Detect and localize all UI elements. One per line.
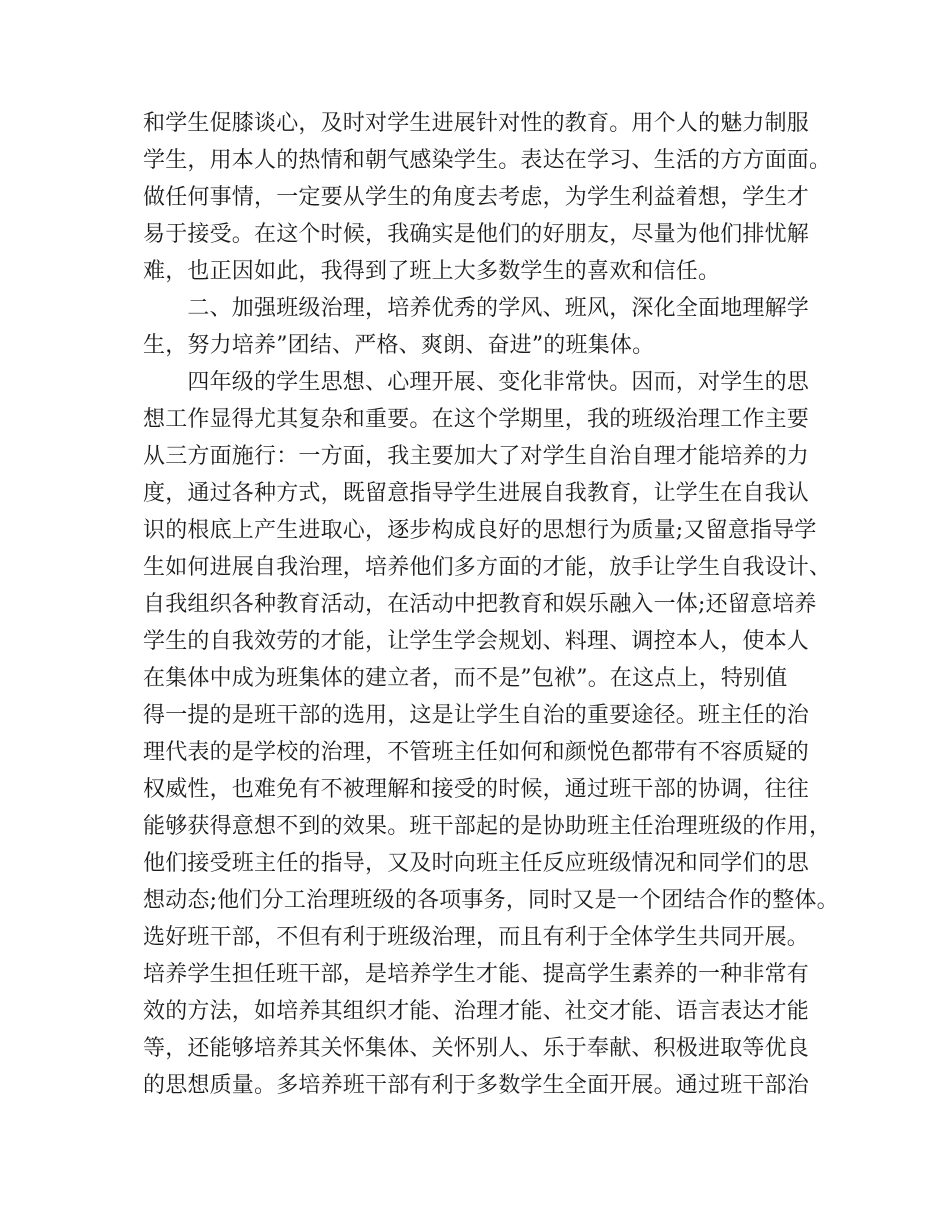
text-line: 权威性，也难免有不被理解和接受的时候，通过班干部的协调，往往 bbox=[143, 777, 810, 802]
paragraph-start-line: 四年级的学生思想、心理开展、变化非常快。因而，对学生的思 bbox=[143, 370, 810, 395]
text-line: 理代表的是学校的治理，不管班主任如何和颜悦色都带有不容质疑的 bbox=[143, 740, 810, 765]
text-line: 学生，用本人的热情和朝气感染学生。表达在学习、生活的方方面面。 bbox=[143, 148, 832, 173]
text-line: 能够获得意想不到的效果。班干部起的是协助班主任治理班级的作用， bbox=[143, 814, 832, 839]
text-line: 自我组织各种教育活动，在活动中把教育和娱乐融入一体;还留意培养 bbox=[143, 592, 817, 617]
section-heading-line: 生，努力培养”团结、严格、爽朗、奋进”的班集体。 bbox=[143, 333, 655, 358]
body-text bbox=[143, 105, 839, 1104]
text-line: 和学生促膝谈心，及时对学生进展针对性的教育。用个人的魅力制服 bbox=[143, 111, 810, 136]
section-heading-line: 二、加强班级治理，培养优秀的学风、班风，深化全面地理解学 bbox=[143, 296, 810, 321]
text-line: 识的根底上产生进取心，逐步构成良好的思想行为质量;又留意指导学 bbox=[143, 518, 817, 543]
text-line: 做任何事情，一定要从学生的角度去考虑，为学生利益着想，学生才 bbox=[143, 185, 810, 210]
text-line: 的思想质量。多培养班干部有利于多数学生全面开展。通过班干部治 bbox=[143, 1073, 810, 1098]
text-line: 效的方法，如培养其组织才能、治理才能、社交才能、语言表达才能 bbox=[143, 999, 810, 1024]
text-line: 选好班干部，不但有利于班级治理，而且有利于全体学生共同开展。 bbox=[143, 925, 810, 950]
text-line: 在集体中成为班集体的建立者，而不是”包袱”。在这点上，特别值 bbox=[143, 666, 788, 691]
text-line: 难，也正因如此，我得到了班上大多数学生的喜欢和信任。 bbox=[143, 259, 721, 284]
text-line: 生如何进展自我治理，培养他们多方面的才能，放手让学生自我设计、 bbox=[143, 555, 832, 580]
text-line: 想动态;他们分工治理班级的各项事务，同时又是一个团结合作的整体。 bbox=[143, 888, 839, 913]
text-line: 想工作显得尤其复杂和重要。在这个学期里，我的班级治理工作主要 bbox=[143, 407, 810, 432]
text-line: 度，通过各种方式，既留意指导学生进展自我教育，让学生在自我认 bbox=[143, 481, 810, 506]
text-line: 学生的自我效劳的才能，让学生学会规划、料理、调控本人，使本人 bbox=[143, 629, 810, 654]
text-line: 等，还能够培养其关怀集体、关怀别人、乐于奉献、积极进取等优良 bbox=[143, 1036, 810, 1061]
text-line: 从三方面施行：一方面，我主要加大了对学生自治自理才能培养的力 bbox=[143, 444, 810, 469]
text-line: 得一提的是班干部的选用，这是让学生自治的重要途径。班主任的治 bbox=[143, 703, 810, 728]
text-line: 培养学生担任班干部，是培养学生才能、提高学生素养的一种非常有 bbox=[143, 962, 810, 987]
text-line: 他们接受班主任的指导，又及时向班主任反应班级情况和同学们的思 bbox=[143, 851, 810, 876]
text-line: 易于接受。在这个时候，我确实是他们的好朋友，尽量为他们排忧解 bbox=[143, 222, 810, 247]
